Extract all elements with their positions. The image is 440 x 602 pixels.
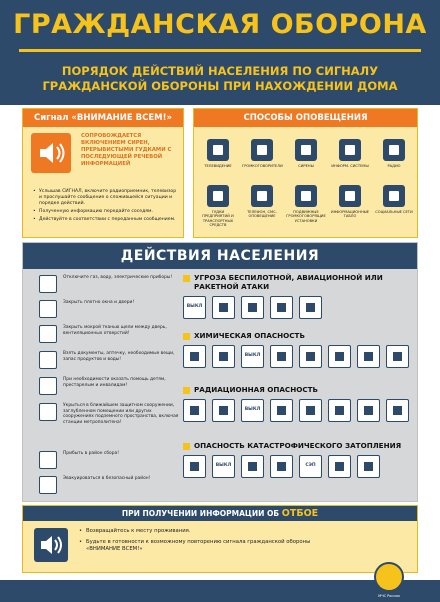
documents-bag-icon xyxy=(241,455,264,478)
help-people-icon xyxy=(39,377,57,395)
list-item: • Будьте в готовности к возможному повторению сигнала гражданской обороны «ВНИМАНИЕ ВСЕМ!» xyxy=(79,539,319,553)
shelter-icon xyxy=(270,296,293,319)
all-clear-panel xyxy=(22,505,418,573)
siren-icon xyxy=(295,139,317,161)
method-item xyxy=(242,185,282,219)
building-icon xyxy=(328,345,351,368)
speaker-icon xyxy=(34,528,68,562)
method-item xyxy=(330,185,370,219)
action-text: Взять документы, аптечку, необходимые вещи, запас продуктов и воды! xyxy=(63,351,175,362)
wet-cloth-icon xyxy=(212,345,235,368)
method-label: ПОДВИЖНЫЕ ГРОМКОГОВОРЯЩИЕ УСТАНОВКИ xyxy=(286,210,326,223)
bunker-icon xyxy=(299,296,322,319)
mobile-loudspeaker-icon xyxy=(295,185,317,207)
threat-title: РАДИАЦИОННАЯ ОПАСНОСТЬ xyxy=(194,385,318,394)
gas-mask-icon xyxy=(357,345,380,368)
signal-note: СОПРОВОЖДАЕТСЯ ВКЛЮЧЕНИЕМ СИРЕН, ПРЕРЫВИСТЫМИ ГУДКАМИ С ПОСЛЕДУЮЩЕЙ РЕЧЕВОЙ ИНФОРМАЦИЕЙ xyxy=(81,133,172,167)
evacuation-icon xyxy=(386,345,409,368)
threat-radiation xyxy=(183,385,417,422)
all-clear-list xyxy=(79,528,319,557)
list-item: • Возвращайтесь к месту проживания. xyxy=(79,528,319,535)
emblem-label: МЧС России xyxy=(378,594,400,598)
method-label: ТЕЛЕВИДЕНИЕ xyxy=(204,164,232,168)
relocation-icon xyxy=(357,455,380,478)
threat-air-attack xyxy=(183,273,417,319)
switch-off-icon: ВЫКЛ xyxy=(241,399,264,422)
window-icon xyxy=(183,455,206,478)
documents-bag-icon xyxy=(39,351,57,369)
page-title: ГРАЖДАНСКАЯ ОБОРОНА xyxy=(13,9,427,40)
header xyxy=(0,0,440,105)
factory-horn-icon xyxy=(207,185,229,207)
method-item xyxy=(286,185,326,223)
action-text: Укрыться в ближайшем защитном сооружении, заглубленном помещении или других сооружениях подземного пространства, включая станции метрополитена! xyxy=(63,403,179,425)
footer-bar xyxy=(0,580,440,602)
method-label: СИРЕНЫ xyxy=(298,164,314,168)
method-label: РАДИО xyxy=(387,164,401,168)
signal-list xyxy=(33,189,179,225)
subtitle-line-2: ГРАЖДАНСКОЙ ОБОРОНЫ ПРИ НАХОЖДЕНИИ ДОМА xyxy=(42,79,398,93)
threat-icons xyxy=(183,455,417,478)
method-item xyxy=(198,139,238,168)
evacuation-icon xyxy=(39,476,57,494)
social-network-icon xyxy=(383,185,405,207)
threat-flood xyxy=(183,441,417,478)
window-icon xyxy=(183,345,206,368)
method-item xyxy=(242,139,282,168)
help-people-icon xyxy=(241,296,264,319)
radio-icon xyxy=(383,139,405,161)
help-people-icon xyxy=(270,455,293,478)
method-label: ГРОМКОГОВОРИТЕЛИ xyxy=(242,164,283,168)
threat-title: ОПАСНОСТЬ КАТАСТРОФИЧЕСКОГО ЗАТОПЛЕНИЯ xyxy=(194,441,402,450)
list-item: • Полученную информацию передайте соседям. xyxy=(33,209,179,215)
threat-title: ХИМИЧЕСКАЯ ОПАСНОСТЬ xyxy=(194,331,305,340)
threat-title: УГРОЗА БЕСПИЛОТНОЙ, АВИАЦИОННОЙ ИЛИ РАКЕТНОЙ АТАКИ xyxy=(194,273,383,291)
alarm-bell-icon xyxy=(339,139,361,161)
help-people-icon xyxy=(299,399,322,422)
bullet xyxy=(183,333,190,340)
shelter-icon xyxy=(39,403,57,421)
bullet xyxy=(183,275,190,282)
loudspeaker-icon xyxy=(251,139,273,161)
action-text: Эвакуироваться в безопасный район! xyxy=(63,476,151,481)
method-label: СОЦИАЛЬНЫЕ СЕТИ xyxy=(375,210,413,214)
method-label: ИНФОРМАЦИОННЫЕ ТАБЛО xyxy=(330,210,370,219)
subtitle-line-1: ПОРЯДОК ДЕЙСТВИЙ НАСЕЛЕНИЯ ПО СИГНАЛУ xyxy=(61,64,379,78)
wet-cloth-icon xyxy=(212,399,235,422)
method-label: ИНФОРМ. СИСТЕМЫ xyxy=(331,164,369,168)
methods-panel xyxy=(193,108,418,238)
methods-title: СПОСОБЫ ОПОВЕЩЕНИЯ xyxy=(194,109,417,127)
window-icon xyxy=(183,399,206,422)
bullet xyxy=(183,443,190,450)
assembly-point-icon xyxy=(39,451,57,469)
method-item xyxy=(374,139,414,168)
list-item: • Действуйте в соответствии с переданным сообщением. xyxy=(33,217,179,223)
threat-chemical xyxy=(183,331,417,368)
help-people-icon xyxy=(299,345,322,368)
method-item xyxy=(198,185,238,228)
method-label: ГУДКИ ПРЕДПРИЯТИЙ И ТРАНСПОРТНЫХ СРЕДСТВ xyxy=(202,210,234,228)
actions-title: ДЕЙСТВИЯ НАСЕЛЕНИЯ xyxy=(23,243,417,269)
documents-bag-icon xyxy=(270,345,293,368)
switch-off-icon xyxy=(39,275,57,293)
method-item xyxy=(286,139,326,168)
action-text: Закрыть плотно окна и двери! xyxy=(63,300,135,305)
all-clear-title-main: ОТБОЕ xyxy=(281,508,319,519)
evacuation-icon xyxy=(386,399,409,422)
tv-icon xyxy=(207,139,229,161)
wet-cloth-icon xyxy=(39,325,57,343)
evacuation-icon xyxy=(328,455,351,478)
method-label: ТЕЛЕФОН, СМС-ОПОВЕЩЕНИЕ xyxy=(247,210,277,219)
switch-off-icon: ВЫКЛ xyxy=(212,455,235,478)
signal-title: Сигнал «ВНИМАНИЕ ВСЕМ!» xyxy=(23,109,183,127)
all-clear-title xyxy=(23,506,417,521)
documents-bag-icon xyxy=(212,296,235,319)
bullet xyxy=(183,387,190,394)
action-text: Закрыть мокрой тканью щели между дверь, вентиляционных отверстий! xyxy=(63,325,167,336)
action-text: Прибыть в район сбора! xyxy=(63,451,119,456)
window-icon xyxy=(39,300,57,318)
bunker-icon xyxy=(357,399,380,422)
signal-panel xyxy=(22,108,184,238)
action-text: При необходимости оказать помощь детям, престарелым и инвалидам! xyxy=(63,377,166,388)
actions-panel xyxy=(22,242,418,502)
switch-off-icon: ВЫКЛ xyxy=(183,296,206,319)
shelter-icon xyxy=(328,399,351,422)
documents-bag-icon xyxy=(270,399,293,422)
speaker-icon xyxy=(31,133,71,173)
method-item xyxy=(374,185,414,214)
threat-icons xyxy=(183,399,417,422)
threat-icons xyxy=(183,345,417,368)
threat-icons xyxy=(183,296,417,319)
phone-icon xyxy=(251,185,273,207)
method-item xyxy=(330,139,370,168)
info-board-icon xyxy=(339,185,361,207)
emchs-emblem-icon xyxy=(374,562,404,592)
switch-off-icon: ВЫКЛ xyxy=(241,345,264,368)
page-subtitle xyxy=(10,64,430,94)
all-clear-title-prefix: ПРИ ПОЛУЧЕНИИ ИНФОРМАЦИИ ОБ xyxy=(121,509,280,518)
header-divider xyxy=(19,49,421,52)
action-text: Отключите газ, воду, электрические приборы! xyxy=(63,275,173,280)
list-item: • Услышав СИГНАЛ, включите радиоприемник, телевизор и прослушайте сообщение о сложившейся ситуации и порядке действий. xyxy=(33,189,179,207)
assembly-point-icon: СЭП xyxy=(299,455,322,478)
